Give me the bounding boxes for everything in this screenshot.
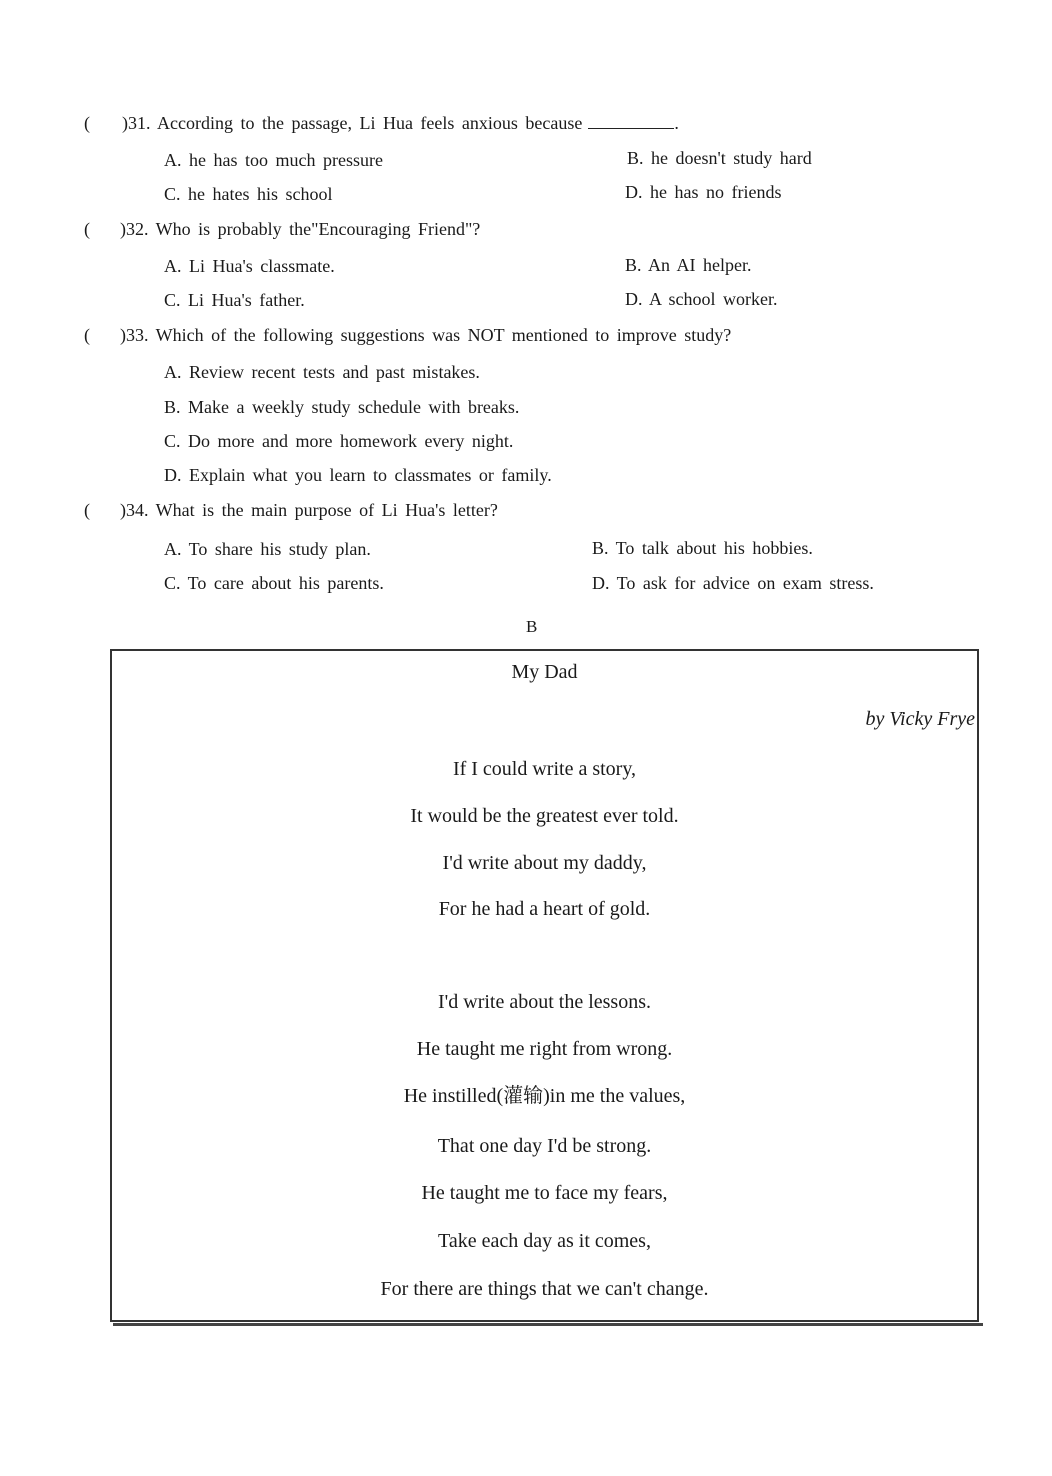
poem-line: He taught me right from wrong. — [416, 1038, 673, 1060]
question-stem: )32. Who is probably the"Encouraging Friend"? — [120, 219, 481, 239]
poem-line: He taught me to face my fears, — [421, 1182, 668, 1204]
poem-box — [110, 649, 979, 1322]
answer-blank — [588, 114, 674, 129]
poem-title: My Dad — [511, 661, 578, 683]
option-c[interactable]: C. Li Hua's father. — [164, 290, 305, 310]
answer-paren[interactable]: ( — [84, 500, 90, 520]
poem-author: by Vicky Frye — [865, 708, 975, 730]
option-d[interactable]: D. To ask for advice on exam stress. — [592, 573, 874, 593]
question-stem: )34. What is the main purpose of Li Hua's letter? — [120, 500, 498, 520]
answer-paren[interactable]: ( — [84, 325, 90, 345]
option-a[interactable]: A. he has too much pressure — [164, 150, 383, 170]
poem-line: He instilled(灌输)in me the values, — [403, 1085, 686, 1107]
option-a[interactable]: A. To share his study plan. — [164, 539, 371, 559]
option-a[interactable]: A. Review recent tests and past mistakes. — [164, 362, 480, 382]
poem-line: That one day I'd be strong. — [437, 1135, 652, 1157]
option-c[interactable]: C. Do more and more homework every night. — [164, 431, 514, 451]
question-stem: )33. Which of the following suggestions was NOT mentioned to improve study? — [120, 325, 732, 345]
option-d[interactable]: D. he has no friends — [625, 182, 782, 202]
poem-line: I'd write about the lessons. — [437, 991, 651, 1013]
answer-paren[interactable]: ( — [84, 219, 90, 239]
section-label: B — [526, 617, 538, 636]
option-b[interactable]: B. To talk about his hobbies. — [592, 538, 813, 558]
option-d[interactable]: D. Explain what you learn to classmates or family. — [164, 465, 552, 485]
bottom-divider — [113, 1323, 983, 1326]
poem-line: Take each day as it comes, — [438, 1230, 651, 1252]
poem-line: For there are things that we can't change. — [380, 1278, 709, 1300]
poem-line: I'd write about my daddy, — [442, 852, 647, 874]
option-b[interactable]: B. An AI helper. — [625, 255, 752, 275]
option-d[interactable]: D. A school worker. — [625, 289, 778, 309]
poem-line: For he had a heart of gold. — [438, 898, 651, 920]
option-c[interactable]: C. To care about his parents. — [164, 573, 384, 593]
option-c[interactable]: C. he hates his school — [164, 184, 333, 204]
answer-paren[interactable]: ( — [84, 113, 90, 133]
question-stem: )31. According to the passage, Li Hua feels anxious because . — [122, 113, 679, 133]
option-b[interactable]: B. Make a weekly study schedule with breaks. — [164, 397, 520, 417]
poem-line: It would be the greatest ever told. — [410, 805, 679, 827]
poem-line: If I could write a story, — [452, 758, 637, 780]
option-b[interactable]: B. he doesn't study hard — [627, 148, 812, 168]
option-a[interactable]: A. Li Hua's classmate. — [164, 256, 335, 276]
